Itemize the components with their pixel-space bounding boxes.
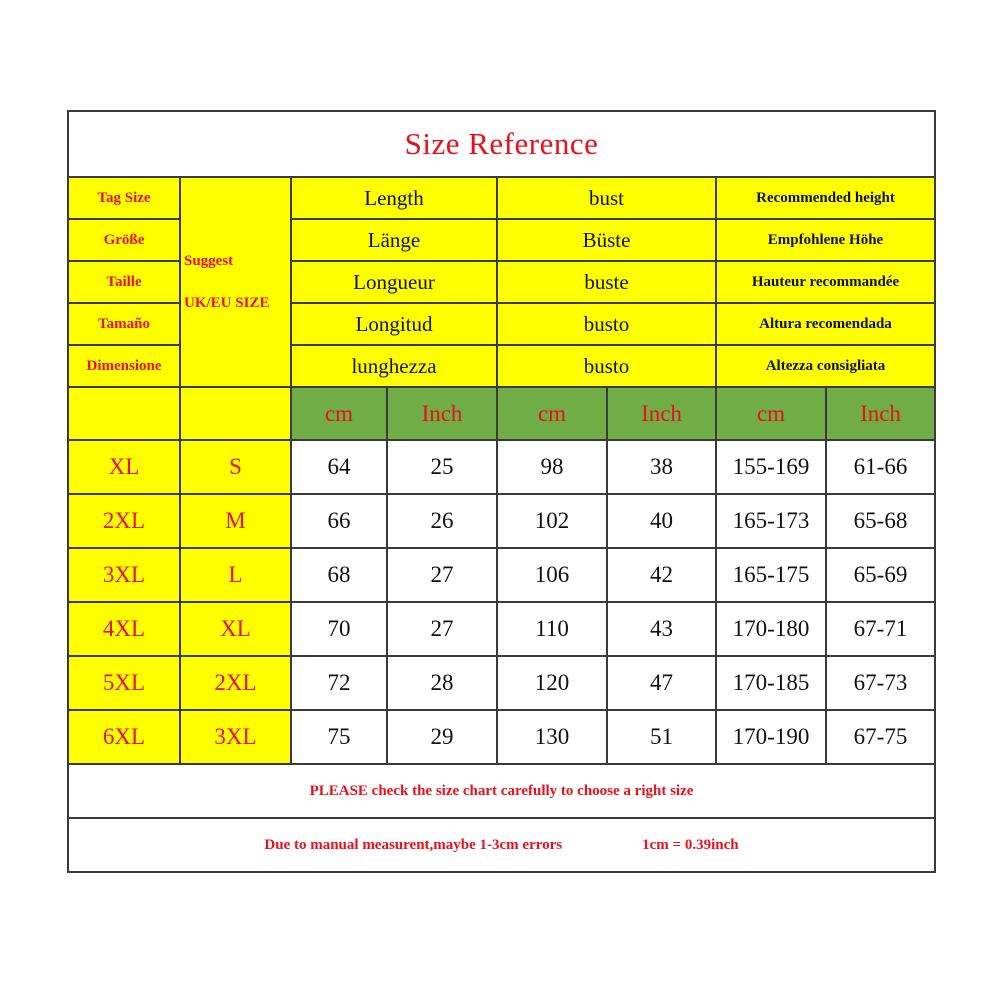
title-row: [68, 111, 935, 177]
bust-cm-value: 98: [497, 440, 607, 494]
length-cm-value: 75: [291, 710, 387, 764]
length-label: Length: [291, 177, 497, 219]
uk-eu-size-value: 2XL: [180, 656, 291, 710]
bust-cm-value: 102: [497, 494, 607, 548]
table-title: Size Reference: [68, 111, 935, 177]
unit-inch: Inch: [387, 387, 497, 440]
length-inch-value: 26: [387, 494, 497, 548]
length-label: Longueur: [291, 261, 497, 303]
height-cm-value: 170-185: [716, 656, 826, 710]
table-row: [68, 602, 935, 656]
height-cm-value: 170-190: [716, 710, 826, 764]
height-cm-value: 165-173: [716, 494, 826, 548]
length-inch-value: 27: [387, 602, 497, 656]
suggest-label-line1: Suggest: [184, 253, 234, 269]
bust-cm-value: 120: [497, 656, 607, 710]
note-row-check: [68, 764, 935, 818]
bust-cm-value: 110: [497, 602, 607, 656]
unit-inch: Inch: [607, 387, 716, 440]
length-cm-value: 72: [291, 656, 387, 710]
height-cm-value: 170-180: [716, 602, 826, 656]
empty-cell: [180, 387, 291, 440]
suggest-uk-eu-size-label: [180, 177, 291, 387]
unit-conversion-note: 1cm = 0.39inch: [642, 836, 739, 853]
unit-cm: cm: [497, 387, 607, 440]
note-row-measurement: [68, 818, 935, 872]
measurement-note-cell: [68, 818, 935, 872]
size-reference-table: [67, 110, 936, 873]
tag-size-value: 5XL: [68, 656, 180, 710]
bust-cm-value: 106: [497, 548, 607, 602]
table-row: [68, 656, 935, 710]
bust-label: Büste: [497, 219, 716, 261]
table-row: [68, 440, 935, 494]
tag-size-value: XL: [68, 440, 180, 494]
bust-label: busto: [497, 345, 716, 387]
height-label: Altura recomendada: [716, 303, 935, 345]
height-inch-value: 65-69: [826, 548, 935, 602]
uk-eu-size-value: S: [180, 440, 291, 494]
table-row: [68, 548, 935, 602]
bust-label: busto: [497, 303, 716, 345]
bust-inch-value: 47: [607, 656, 716, 710]
bust-inch-value: 43: [607, 602, 716, 656]
unit-inch: Inch: [826, 387, 935, 440]
length-inch-value: 25: [387, 440, 497, 494]
height-inch-value: 65-68: [826, 494, 935, 548]
length-cm-value: 66: [291, 494, 387, 548]
bust-label: buste: [497, 261, 716, 303]
height-inch-value: 67-75: [826, 710, 935, 764]
length-inch-value: 28: [387, 656, 497, 710]
bust-inch-value: 38: [607, 440, 716, 494]
tag-size-label: Größe: [68, 219, 180, 261]
height-inch-value: 67-73: [826, 656, 935, 710]
height-label: Altezza consigliata: [716, 345, 935, 387]
tag-size-value: 6XL: [68, 710, 180, 764]
length-cm-value: 70: [291, 602, 387, 656]
measurement-error-note: Due to manual measurent,maybe 1-3cm errors: [264, 836, 563, 853]
height-cm-value: 165-175: [716, 548, 826, 602]
language-row-english: [68, 177, 935, 219]
height-inch-value: 67-71: [826, 602, 935, 656]
suggest-label-line2: UK/EU SIZE: [184, 295, 270, 311]
bust-cm-value: 130: [497, 710, 607, 764]
size-chart-warning: PLEASE check the size chart carefully to choose a right size: [68, 764, 935, 818]
length-inch-value: 27: [387, 548, 497, 602]
height-label: Empfohlene Höhe: [716, 219, 935, 261]
height-inch-value: 61-66: [826, 440, 935, 494]
length-inch-value: 29: [387, 710, 497, 764]
tag-size-label: Dimensione: [68, 345, 180, 387]
unit-row: [68, 387, 935, 440]
length-cm-value: 68: [291, 548, 387, 602]
uk-eu-size-value: L: [180, 548, 291, 602]
uk-eu-size-value: 3XL: [180, 710, 291, 764]
uk-eu-size-value: M: [180, 494, 291, 548]
height-cm-value: 155-169: [716, 440, 826, 494]
bust-inch-value: 42: [607, 548, 716, 602]
bust-inch-value: 40: [607, 494, 716, 548]
table-row: [68, 494, 935, 548]
tag-size-value: 2XL: [68, 494, 180, 548]
empty-cell: [68, 387, 180, 440]
uk-eu-size-value: XL: [180, 602, 291, 656]
tag-size-label: Tamaño: [68, 303, 180, 345]
tag-size-label: Taille: [68, 261, 180, 303]
tag-size-value: 3XL: [68, 548, 180, 602]
length-label: lunghezza: [291, 345, 497, 387]
unit-cm: cm: [716, 387, 826, 440]
length-label: Longitud: [291, 303, 497, 345]
bust-inch-value: 51: [607, 710, 716, 764]
height-label: Hauteur recommandée: [716, 261, 935, 303]
length-cm-value: 64: [291, 440, 387, 494]
tag-size-value: 4XL: [68, 602, 180, 656]
unit-cm: cm: [291, 387, 387, 440]
tag-size-label: Tag Size: [68, 177, 180, 219]
height-label: Recommended height: [716, 177, 935, 219]
bust-label: bust: [497, 177, 716, 219]
length-label: Länge: [291, 219, 497, 261]
table-row: [68, 710, 935, 764]
